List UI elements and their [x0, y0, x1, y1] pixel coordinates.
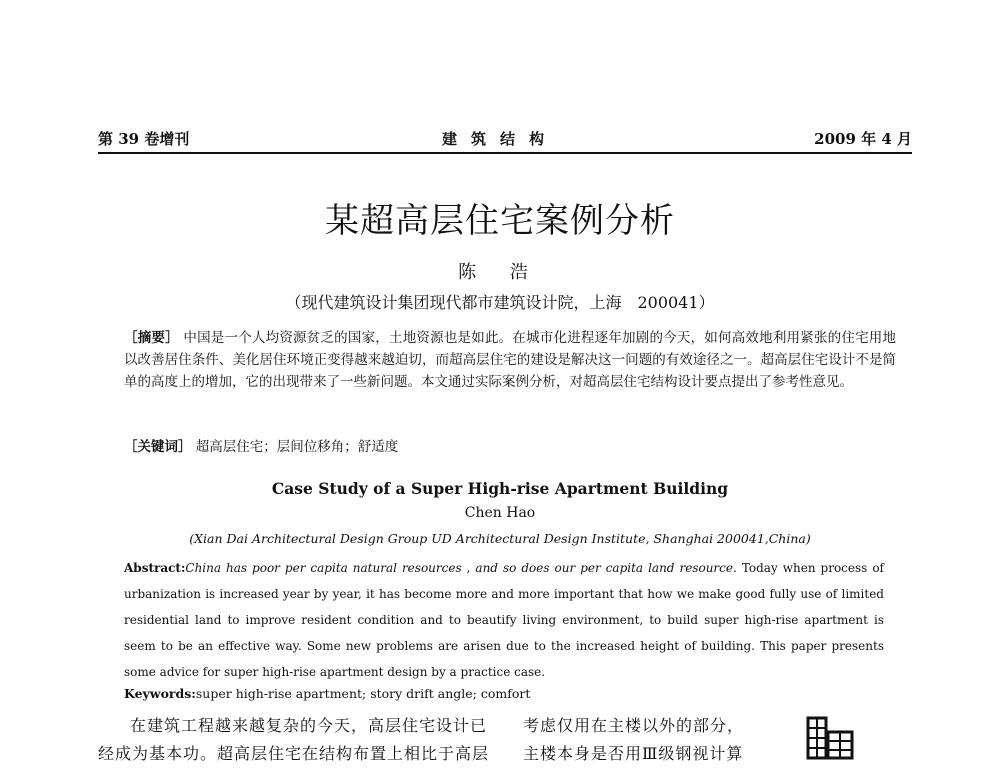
chinese-keywords	[124, 435, 896, 455]
paper-title: 某超高层住宅案例分析	[325, 201, 675, 241]
english-author: Chen Hao	[464, 505, 536, 521]
body-col2-line1: 考虑仅用在主楼以外的部分，	[523, 716, 745, 735]
body-col1-line2: 经成为基本功。超高层住宅在结构布置上相比于高层	[98, 744, 490, 763]
header-date: 2009 年 4 月	[814, 130, 912, 148]
header-volume: 第 39 卷增刊	[98, 130, 190, 148]
chinese-keywords-label: ［关键词］	[124, 439, 192, 455]
chinese-abstract-text: 中国是一个人均资源贫乏的国家，土地资源也是如此。在城市化进程逐年加剧的今天，如何高效地利用紧张的住宅用地以改善居住条件、美化居住环境正变得越来越迫切，而超高层住宅的建设是解决这一问题的有效途径之一。超高层住宅设计不是简单的高度上的增加，它的出现带来了一些新问题。本文通过实际案例分析，对超高层住宅结构设计要点提出了参考性意见。	[124, 330, 897, 390]
body-col1-line1: 在建筑工程越来越复杂的今天，高层住宅设计已	[130, 716, 488, 735]
header-rule	[98, 152, 912, 154]
english-abstract	[124, 555, 884, 685]
english-abstract-italic: China has poor per capita natural resources , and so does our per capita land resource.	[185, 561, 737, 575]
english-keywords-text: super high-rise apartment; story drift angle; comfort	[195, 686, 531, 701]
body-col2-line2: 主楼本身是否用Ⅲ级钢视计算	[523, 744, 744, 763]
header-journal: 建筑结构	[441, 130, 558, 148]
english-affiliation: (Xian Dai Architectural Design Group UD Architectural Design Institute, Shanghai 200041,China)	[189, 531, 811, 546]
english-keywords-label: Keywords:	[124, 686, 196, 701]
english-title: Case Study of a Super High-rise Apartment Building	[271, 479, 729, 498]
english-keywords	[124, 686, 884, 701]
paper-affiliation: （现代建筑设计集团现代都市建筑设计院，上海 200041）	[285, 293, 715, 312]
english-abstract-label: Abstract:	[124, 561, 186, 575]
chinese-keywords-text: 超高层住宅；层间位移角；舒适度	[195, 439, 399, 455]
english-abstract-text: Today when process of urbanization is increased year by year, it has become more and more important that how we make good fully use of limited residential land to improve resident condition and to beautify living environment, to build super high-rise apartment is seem to be an effective way. Some new problems are arisen due to the increased height of building. This paper presents some advice for super high-rise apartment design by a practice case.	[124, 561, 884, 679]
chinese-abstract-label: ［摘要］	[124, 330, 179, 346]
chinese-abstract	[124, 327, 896, 393]
grid-building-icon	[806, 716, 854, 760]
paper-author: 陈 浩	[458, 262, 542, 283]
